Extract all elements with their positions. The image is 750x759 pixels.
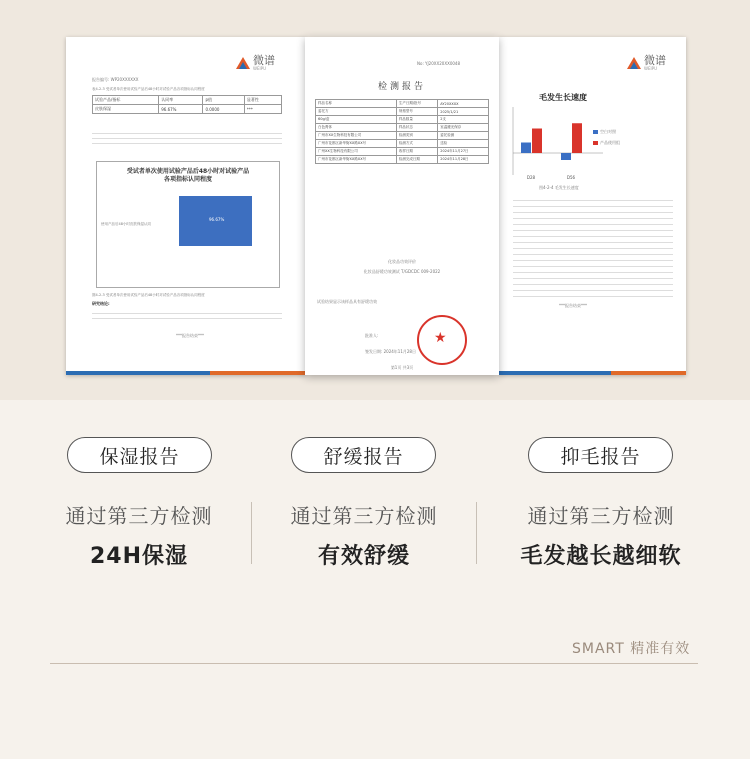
weipu-logo-icon xyxy=(236,57,250,69)
table-row xyxy=(316,124,489,132)
footer-divider xyxy=(50,663,698,664)
seal-star-icon: ★ xyxy=(434,330,447,346)
table-cell: 检测类别 xyxy=(396,132,437,140)
table-row xyxy=(316,108,489,116)
table-row xyxy=(316,140,489,148)
table-title: 表4-2-3 受试者单次使用试验产品后48小时对试验产品各项指标认同程度 xyxy=(92,87,205,91)
table-row xyxy=(93,105,282,114)
approver-label: 批准人: xyxy=(365,333,379,338)
card-headline: 有效舒缓 xyxy=(317,544,410,569)
legend-label: 空白对照 xyxy=(600,129,616,134)
end-mark: ***报告结束*** xyxy=(559,303,587,308)
pill-label: 舒缓报告 xyxy=(323,445,404,468)
chart-bar xyxy=(561,153,571,160)
chart-title-line2: 各项指标认同程度 xyxy=(163,176,212,183)
table-cell: 样品名称 xyxy=(316,100,397,108)
method-title: 化妆品功效评价 xyxy=(388,259,416,264)
table-cell: 2支 xyxy=(438,116,489,124)
card-headline: 毛发越长越细软 xyxy=(520,544,682,569)
agreement-chart-panel xyxy=(96,161,280,288)
legend-swatch xyxy=(593,141,598,145)
table-cell: 委托方 xyxy=(316,108,397,116)
issue-date: 签发日期: 2024年11月28日 xyxy=(365,349,416,354)
table-cell: 显著性 xyxy=(244,96,281,105)
sample-info-table xyxy=(315,99,489,164)
report-number: 报告编号: WP20XXXXXX xyxy=(92,77,139,82)
chart-bar xyxy=(532,129,542,154)
chart-title-line1: 受试者单次使用试验产品后48小时对试验产品 xyxy=(126,168,250,175)
official-seal-icon xyxy=(417,315,467,365)
table-cell: 96.67% xyxy=(159,105,203,114)
moisturizing-report-document xyxy=(66,37,306,375)
end-mark: ***报告结束*** xyxy=(176,333,204,338)
column-divider xyxy=(251,502,252,564)
chart-tick-label: D28 xyxy=(526,175,536,180)
table-cell: 2024年11月27日 xyxy=(438,148,489,156)
table-cell: 送检 xyxy=(438,140,489,148)
table-cell: 生产日期/批号 xyxy=(396,100,437,108)
card-subtitle: 通过第三方检测 xyxy=(527,504,675,528)
moisturizing-report-pill xyxy=(67,437,212,473)
body-text-lines xyxy=(513,195,673,299)
table-cell: 样品数量 xyxy=(396,116,437,124)
chart-caption: 图4-2-3 受试者单次使用试验产品后48小时对试验产品各项指标认同程度 xyxy=(92,293,205,297)
hair-inhibition-report-pill xyxy=(528,437,673,473)
weipu-logo-icon xyxy=(627,57,641,69)
table-cell: 收样日期 xyxy=(396,148,437,156)
table-row xyxy=(316,156,489,164)
chart-bar xyxy=(572,123,582,153)
hair-inhibition-report-document xyxy=(499,37,686,375)
smart-tagline: SMART 精准有效 xyxy=(572,641,691,657)
table-cell: 试验产品/指标 xyxy=(93,96,159,105)
conclusion-text-lines xyxy=(92,309,282,323)
table-cell: 2024年11月28日 xyxy=(438,156,489,164)
table-row xyxy=(93,96,282,105)
table-cell: 广州市花都区新华街XX路XX号 xyxy=(316,140,397,148)
report-number: No: YJ20XX20XX0048 xyxy=(417,61,461,66)
table-cell: 委托检测 xyxy=(438,132,489,140)
chart-bar xyxy=(521,143,531,154)
table-cell: 2025/1/21 xyxy=(438,108,489,116)
pill-label: 抑毛报告 xyxy=(560,445,641,468)
table-row xyxy=(316,148,489,156)
soothing-report-pill xyxy=(291,437,436,473)
weipu-logo xyxy=(627,55,666,71)
table-cell: 广州市花都区新华街XX路XX号 xyxy=(316,156,397,164)
table-cell: 白色膏体 xyxy=(316,124,397,132)
table-cell: p值 xyxy=(203,96,244,105)
card-subtitle: 通过第三方检测 xyxy=(290,504,438,528)
legend-label: 产品使用组 xyxy=(600,140,620,145)
table-cell: 广州市XX生物科技有限公司 xyxy=(316,132,397,140)
document-stripe xyxy=(499,371,686,375)
table-cell: 规格型号 xyxy=(396,108,437,116)
table-row xyxy=(316,116,489,124)
table-cell: 室温避光保存 xyxy=(438,124,489,132)
table-cell: 皮肤保湿 xyxy=(93,105,159,114)
result-table xyxy=(92,95,282,114)
soothing-report-document xyxy=(305,37,499,375)
logo-sub: WEIPU xyxy=(644,66,658,71)
chart-tick-label: D56 xyxy=(566,175,576,180)
column-divider xyxy=(476,502,477,564)
bar-value-label: 96.67% xyxy=(209,217,225,222)
table-cell: *** xyxy=(244,105,281,114)
body-text-lines xyxy=(92,129,282,147)
conclusion-title: 研究结论: xyxy=(92,301,110,306)
card-headline: 24H保湿 xyxy=(89,544,189,569)
table-cell: 0.0000 xyxy=(203,105,244,114)
legend-item xyxy=(593,140,620,145)
conclusion-text: 试验结果显示该样品具有舒缓功效 xyxy=(317,299,377,304)
card-subtitle: 通过第三方检测 xyxy=(65,504,213,528)
document-stripe xyxy=(66,371,306,375)
chart-legend xyxy=(593,129,620,145)
report-title: 检测报告 xyxy=(377,82,426,92)
weipu-logo xyxy=(236,55,275,71)
chart-title: 毛发生长速度 xyxy=(539,93,587,102)
table-cell: 60g/盒 xyxy=(316,116,397,124)
logo-sub: WEIPU xyxy=(253,66,267,71)
bar-category-label: 使用产品后48小时皮肤保湿认同 xyxy=(101,222,151,226)
table-row xyxy=(316,132,489,140)
table-row xyxy=(316,100,489,108)
pill-label: 保湿报告 xyxy=(99,445,180,468)
legend-swatch xyxy=(593,130,598,134)
agreement-bar xyxy=(179,196,252,246)
chart-caption: 图4-2-4 毛发生长速度 xyxy=(539,185,579,190)
table-cell: 认同率 xyxy=(159,96,203,105)
logo-text: 微谱 xyxy=(644,54,666,67)
logo-text: 微谱 xyxy=(253,54,275,67)
table-cell: 检测方式 xyxy=(396,140,437,148)
legend-item xyxy=(593,129,620,134)
table-cell: AY20XXXX xyxy=(438,100,489,108)
table-cell: 样品状态 xyxy=(396,124,437,132)
table-cell: 广州XX生物科技有限公司 xyxy=(316,148,397,156)
method-text: 化妆品舒缓功效测试 T/GDCDC 009-2022 xyxy=(363,269,441,274)
page-footer: 第1页 共3页 xyxy=(390,365,414,370)
table-cell: 检测完成日期 xyxy=(396,156,437,164)
